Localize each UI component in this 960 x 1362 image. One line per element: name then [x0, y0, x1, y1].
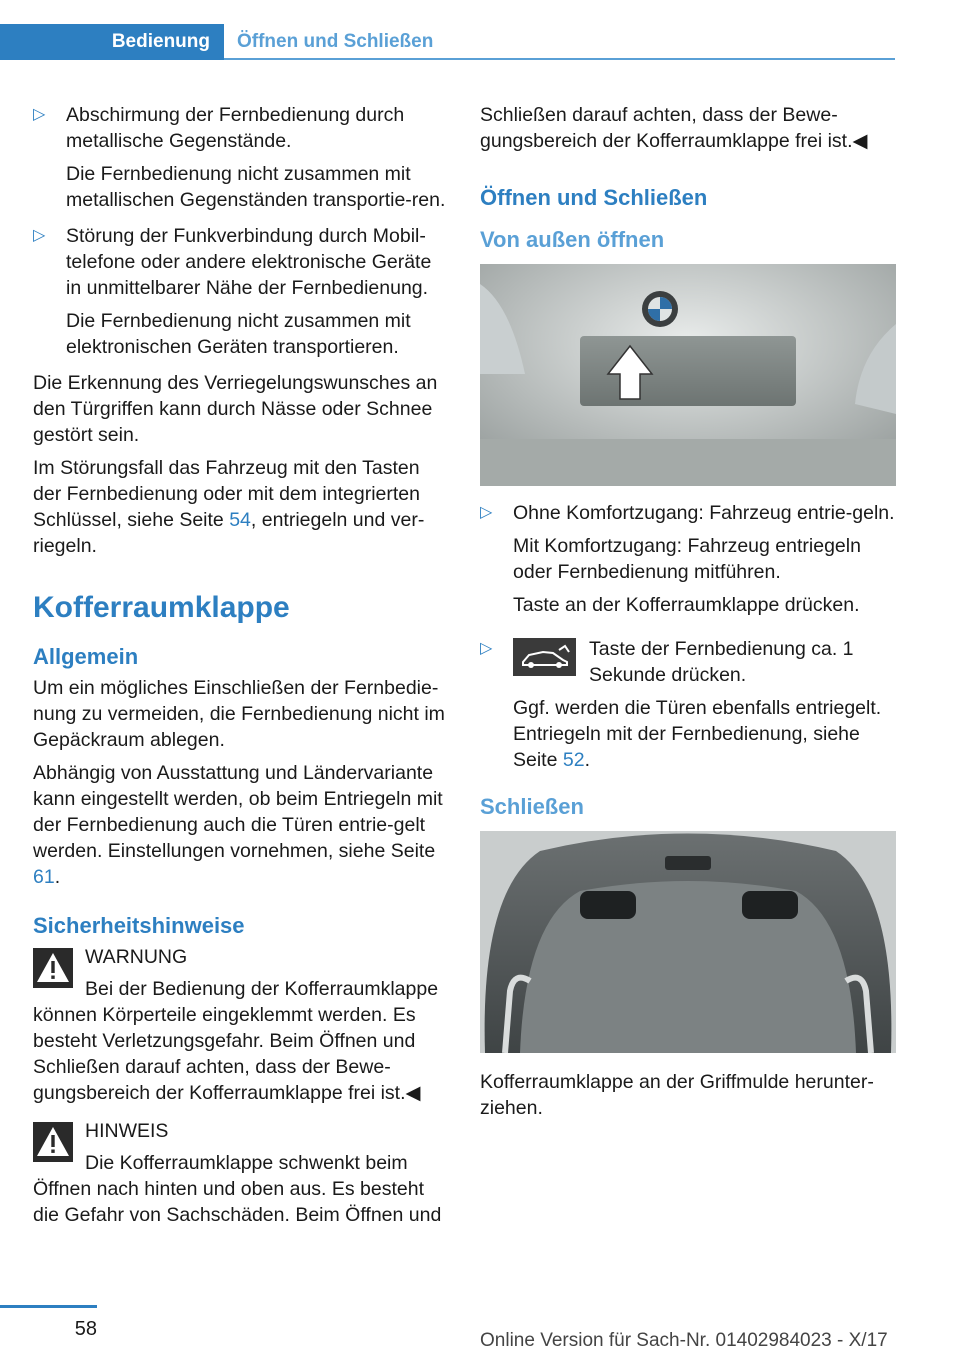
- paragraph-detection: Die Erkennung des Verriegelungswunsches an den Türgriffen kann durch Nässe oder Schnee gestört sein.: [33, 372, 438, 446]
- bullet-title: Abschirmung der Fernbedienung durch metallische Gegenstände.: [66, 104, 405, 152]
- paragraph-fault: Im Störungsfall das Fahrzeug mit den Tasten der Fernbedienung oder mit dem integrierten Schlüssel, siehe Seite 54, entriegeln und ver-riegeln.: [33, 457, 425, 557]
- page-number: 58: [74, 1318, 97, 1340]
- bullet-text: Ggf. werden die Türen ebenfalls entriegelt. Entriegeln mit der Fernbedienung, siehe Seite 52.: [513, 697, 882, 771]
- trunk-remote-key-icon: [513, 638, 576, 676]
- warning-label: WARNUNG: [85, 946, 188, 968]
- heading-allgemein: Allgemein: [33, 644, 139, 669]
- page-link-52[interactable]: 52: [562, 749, 585, 771]
- trunk-close-photo: [480, 831, 896, 1053]
- bullet-remote-button: [480, 636, 896, 773]
- bullet-title: Ohne Komfortzugang: Fahrzeug entrie-geln.: [513, 502, 895, 524]
- warning-triangle-icon: [33, 1122, 73, 1162]
- bullet-triangle-icon: ▷: [33, 227, 46, 244]
- bullet-radio-interference: [33, 223, 447, 360]
- bullet-open-trunk: [480, 500, 896, 618]
- page-link-61[interactable]: 61: [33, 866, 55, 888]
- notice-text: Die Kofferraumklappe schwenkt beim Öffnen nach hinten und oben aus. Es besteht die Gefahr von Sachschäden. Beim Öffnen und: [33, 1152, 442, 1226]
- header-rule: [224, 58, 895, 60]
- notice-block: [33, 1118, 447, 1228]
- bullet-title: Taste der Fernbedienung ca. 1 Sekunde drücken.: [589, 638, 854, 686]
- paragraph-general: Um ein mögliches Einschließen der Fernbedie-nung zu vermeiden, die Fernbedienung nicht im Gepäckraum ablegen.: [33, 677, 445, 751]
- close-caption: Kofferraumklappe an der Griffmulde herunter-ziehen.: [480, 1071, 874, 1119]
- footer-rule: [0, 1305, 97, 1308]
- heading-von-aussen-oeffnen: Von außen öffnen: [480, 227, 665, 252]
- bullet-text: Taste an der Kofferraumklappe drücken.: [513, 594, 860, 616]
- bullet-shielding: [33, 102, 447, 213]
- bullet-triangle-icon: ▷: [480, 640, 493, 657]
- warning-block: [33, 944, 447, 1106]
- right-column: [480, 102, 896, 1128]
- bullet-text: Die Fernbedienung nicht zusammen mit elektronischen Geräten transportieren.: [66, 310, 411, 358]
- bullet-triangle-icon: ▷: [33, 106, 46, 123]
- bullet-text: Die Fernbedienung nicht zusammen mit metallischen Gegenständen transportie-ren.: [66, 163, 446, 211]
- tab-bedienung[interactable]: Bedienung: [0, 24, 224, 60]
- section-title-kofferraumklappe: Kofferraumklappe: [33, 591, 290, 624]
- warning-text: Bei der Bedienung der Kofferraumklappe können Körperteile eingeklemmt werden. Es besteht Verletzungsgefahr. Beim Öffnen und Schließen darauf achten, dass der Bewe-gungsbereich der Kofferraumklappe frei ist.◀: [33, 978, 439, 1104]
- bullet-text: Mit Komfortzugang: Fahrzeug entriegeln oder Fernbedienung mitführen.: [513, 535, 861, 583]
- heading-schliessen: Schließen: [480, 794, 584, 819]
- header-tabbar: [0, 24, 895, 62]
- warning-triangle-icon: [33, 948, 73, 988]
- left-column: [33, 102, 447, 1235]
- online-version-text: Online Version für Sach-Nr. 01402984023 - X/17: [480, 1330, 888, 1351]
- heading-sicherheitshinweise: Sicherheitshinweise: [33, 913, 245, 938]
- notice-label: HINWEIS: [85, 1120, 169, 1142]
- bullet-triangle-icon: ▷: [480, 504, 493, 521]
- bullet-title: Störung der Funkverbindung durch Mobil-telefone oder andere elektronische Geräte in unmittelbarer Nähe der Fernbedienung.: [66, 225, 432, 299]
- trunk-open-photo: [480, 264, 896, 486]
- page-link-54[interactable]: 54: [229, 509, 251, 531]
- continued-text: Schließen darauf achten, dass der Bewe-gungsbereich der Kofferraumklappe frei ist.◀: [480, 104, 868, 152]
- paragraph-settings: Abhängig von Ausstattung und Ländervariante kann eingestellt werden, ob beim Entriegeln mit der Fernbedienung auch die Türen entrie-gelt werden. Einstellungen vornehmen, siehe Seite 61.: [33, 762, 443, 888]
- tab-oeffnen-schliessen[interactable]: Öffnen und Schließen: [237, 31, 434, 52]
- heading-oeffnen-schliessen: Öffnen und Schließen: [480, 185, 708, 210]
